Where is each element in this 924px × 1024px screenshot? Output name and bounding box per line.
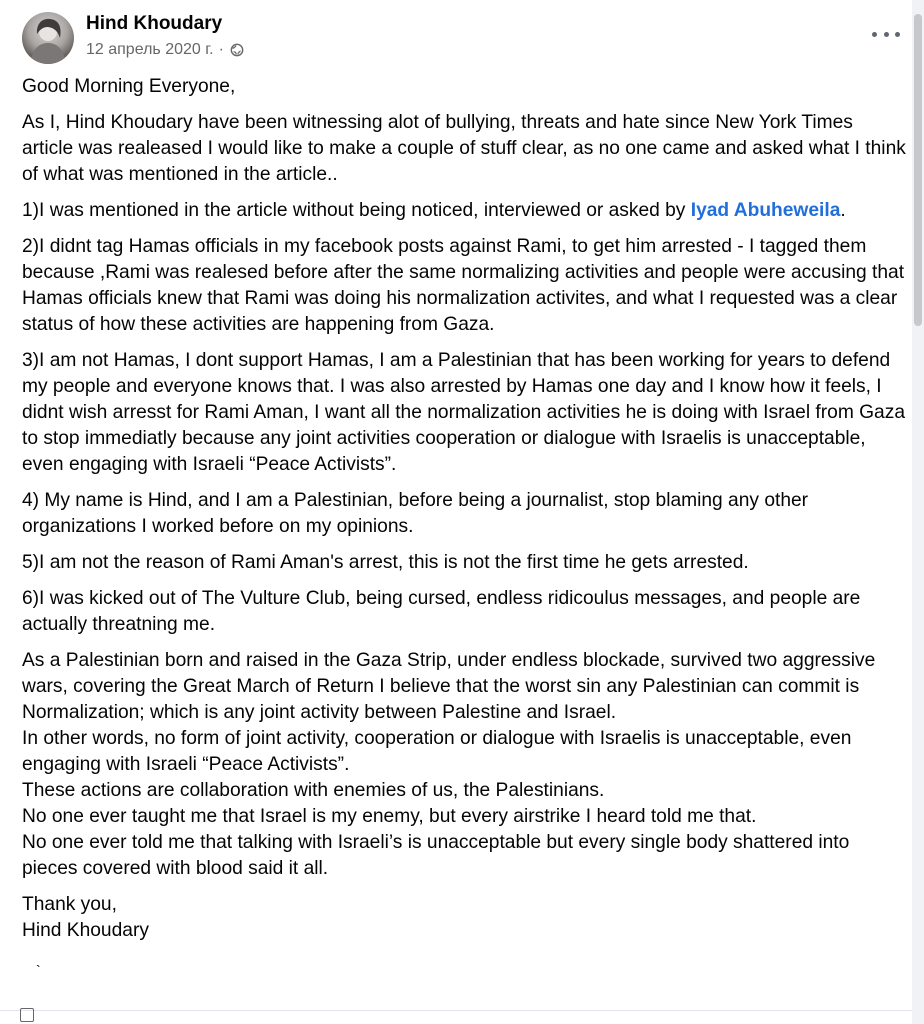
point-5-paragraph: 5)I am not the reason of Rami Aman's arrest, this is not the first time he gets arrested. [22,552,749,573]
post-author-name[interactable]: Hind Khoudary [86,13,223,34]
more-options-button[interactable] [872,26,900,42]
profile-photo-icon [22,12,74,64]
post-date[interactable]: 12 апрель 2020 г. [86,41,214,58]
divider [0,1010,912,1011]
meta-separator: · [218,41,224,58]
point-2-paragraph: 2)I didnt tag Hamas officials in my facebook posts against Rami, to get him arrested - I tagged them because ,Rami was realesed before after the same normalizing activities and people were accusing that Hamas officials knew that Rami was doing his normalization activites, and what I requested was a clear status of how these activities are happening from Gaza. [22,236,905,335]
post-meta [86,40,244,60]
point-1-text: 1)I was mentioned in the article without being noticed, interviewed or asked by [22,200,691,221]
closing-line: No one ever taught me that Israel is my enemy, but every airstrike I heard told me that. [22,806,757,827]
closing-line: No one ever told me that talking with Israeli’s is unacceptable but every single body shattered into pieces covered with blood said it all. [22,832,850,879]
greeting-text: Good Morning Everyone, [22,76,236,97]
intro-paragraph: As I, Hind Khoudary have been witnessing alot of bullying, threats and hate since New York Times article was realeased I would like to make a couple of stuff clear, as no one came and asked what I think of what was mentioned in the article.. [22,112,906,185]
globe-icon [230,43,244,57]
closing-line: In other words, no form of joint activity, cooperation or dialogue with Israelis is unacceptable, even engaging with Israeli “Peace Activists”. [22,728,852,775]
checkbox-icon[interactable] [20,1008,34,1022]
closing-line: As a Palestinian born and raised in the Gaza Strip, under endless blockade, survived two aggressive wars, covering the Great March of Return I believe that the worst sin any Palestinian can commit is Normalization; which is any joint activity between Palestine and Israel. [22,650,876,723]
point-4-paragraph: 4) My name is Hind, and I am a Palestinian, before being a journalist, stop blaming any other organizations I worked before on my opinions. [22,490,809,537]
signature-text: Hind Khoudary [22,920,149,941]
mention-link[interactable]: Iyad Abuheweila [690,200,841,221]
point-6-paragraph: 6)I was kicked out of The Vulture Club, being cursed, endless ridicoulus messages, and people are actually threatning me. [22,588,861,635]
more-dot [872,32,877,37]
point-1-paragraph [22,198,906,224]
post-body [22,74,906,954]
closing-line: These actions are collaboration with enemies of us, the Palestinians. [22,780,605,801]
signoff-text: Thank you, [22,894,117,915]
point-1-end: . [840,200,846,221]
signoff-paragraph [22,892,906,944]
point-3-paragraph: 3)I am not Hamas, I dont support Hamas, I am a Palestinian that has been working for years to defend my people and everyone knows that. I was also arrested by Hamas one day and I know how it feels, I didnt wish arresst for Rami Aman, I want all the normalization activities he is doing with Israel from Gaza to stop immediatly because any joint activities cooperation or dialogue with Israelis is unacceptable, even engaging with Israeli “Peace Activists”. [22,350,905,475]
scrollbar-thumb[interactable] [914,14,922,326]
more-dot [895,32,900,37]
closing-paragraph [22,648,906,882]
scrollbar[interactable] [912,0,924,1024]
post-header [22,12,902,64]
avatar[interactable] [22,12,74,64]
stray-character: ` [36,962,41,978]
more-dot [884,32,889,37]
